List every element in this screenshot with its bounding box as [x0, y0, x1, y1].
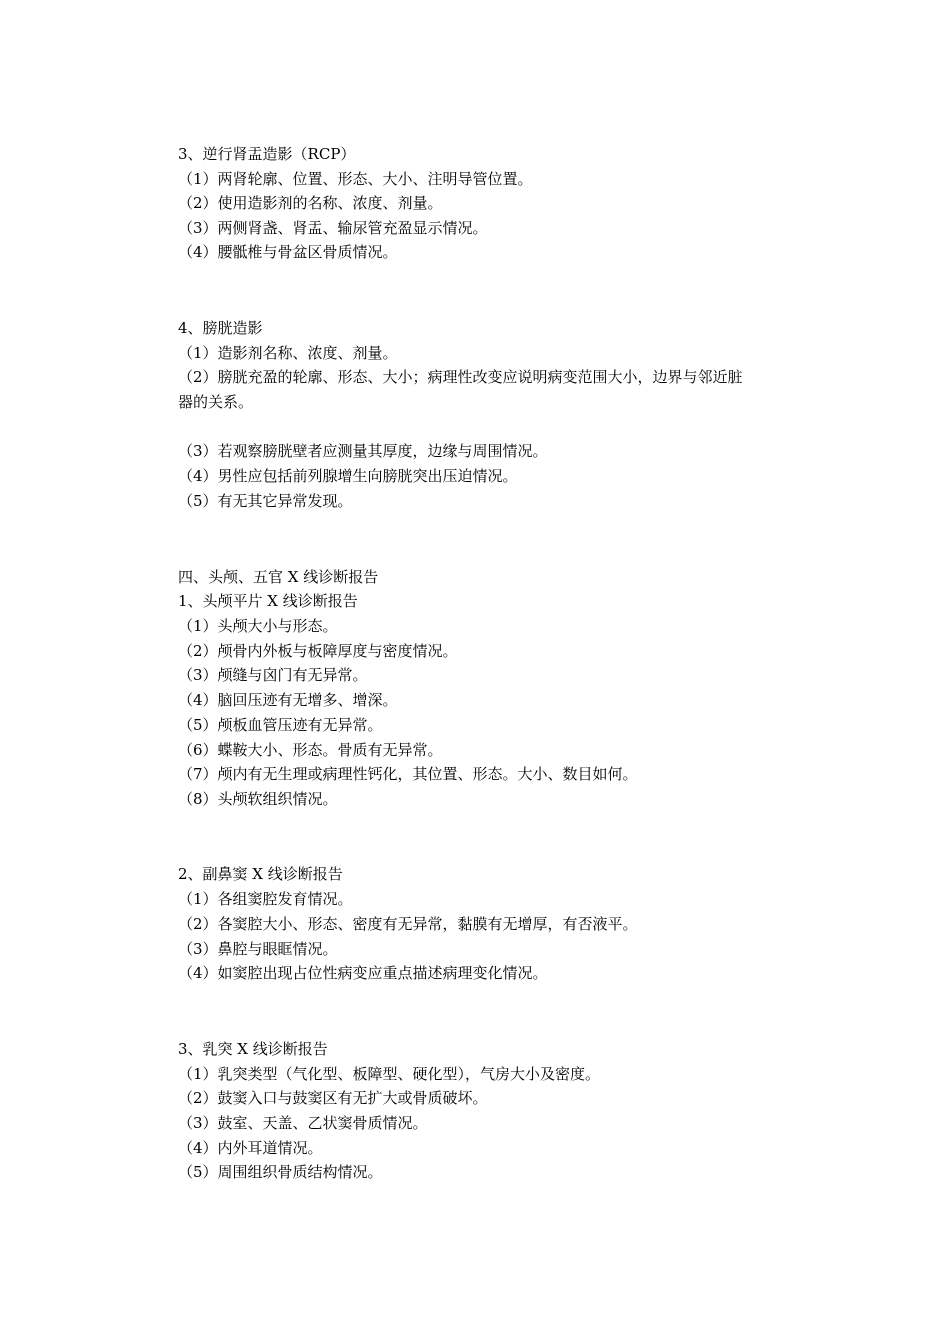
skull-item-1: （1）头颅大小与形态。: [178, 617, 338, 635]
mastoid-item-3: （3）鼓室、天盖、乙状窦骨质情况。: [178, 1114, 428, 1132]
rcp-item-2: （2）使用造影剂的名称、浓度、剂量。: [178, 194, 443, 212]
sinus-heading: 2、副鼻窦 X 线诊断报告: [178, 865, 343, 883]
mastoid-item-2: （2）鼓窦入口与鼓窦区有无扩大或骨质破坏。: [178, 1089, 488, 1107]
skull-item-5: （5）颅板血管压迹有无异常。: [178, 716, 383, 734]
rcp-item-4: （4）腰骶椎与骨盆区骨质情况。: [178, 243, 398, 261]
sinus-item-3: （3）鼻腔与眼眶情况。: [178, 940, 338, 958]
sinus-item-1: （1）各组窦腔发育情况。: [178, 890, 353, 908]
skull-item-4: （4）脑回压迹有无增多、增深。: [178, 691, 398, 709]
sinus-item-2: （2）各窦腔大小、形态、密度有无异常，黏膜有无增厚，有否液平。: [178, 915, 638, 933]
section-four-heading: 四、头颅、五官 X 线诊断报告: [178, 568, 379, 586]
skull-item-7: （7）颅内有无生理或病理性钙化，其位置、形态。大小、数目如何。: [178, 765, 638, 783]
mastoid-item-1: （1）乳突类型（气化型、板障型、硬化型），气房大小及密度。: [178, 1065, 601, 1083]
rcp-item-3: （3）两侧肾盏、肾盂、输尿管充盈显示情况。: [178, 219, 488, 237]
bladder-item-2: （2）膀胱充盈的轮廓、形态、大小；病理性改变应说明病变范围大小，边界与邻近脏: [178, 368, 743, 386]
skull-item-8: （8）头颅软组织情况。: [178, 790, 338, 808]
rcp-heading: 3、逆行肾盂造影（RCP）: [178, 145, 356, 163]
sinus-item-4: （4）如窦腔出现占位性病变应重点描述病理变化情况。: [178, 964, 548, 982]
rcp-item-1: （1）两肾轮廓、位置、形态、大小、注明导管位置。: [178, 170, 533, 188]
bladder-item-2-cont: 器的关系。: [178, 393, 254, 411]
mastoid-heading: 3、乳突 X 线诊断报告: [178, 1040, 328, 1058]
skull-item-2: （2）颅骨内外板与板障厚度与密度情况。: [178, 642, 458, 660]
bladder-heading: 4、膀胱造影: [178, 319, 263, 337]
bladder-item-4: （4）男性应包括前列腺增生向膀胱突出压迫情况。: [178, 467, 518, 485]
skull-heading: 1、头颅平片 X 线诊断报告: [178, 592, 358, 610]
mastoid-item-5: （5）周围组织骨质结构情况。: [178, 1163, 383, 1181]
skull-item-3: （3）颅缝与囟门有无异常。: [178, 666, 368, 684]
bladder-item-1: （1）造影剂名称、浓度、剂量。: [178, 344, 398, 362]
bladder-item-3: （3）若观察膀胱壁者应测量其厚度，边缘与周围情况。: [178, 442, 548, 460]
bladder-item-5: （5）有无其它异常发现。: [178, 492, 353, 510]
skull-item-6: （6）蝶鞍大小、形态。骨质有无异常。: [178, 741, 443, 759]
mastoid-item-4: （4）内外耳道情况。: [178, 1139, 323, 1157]
